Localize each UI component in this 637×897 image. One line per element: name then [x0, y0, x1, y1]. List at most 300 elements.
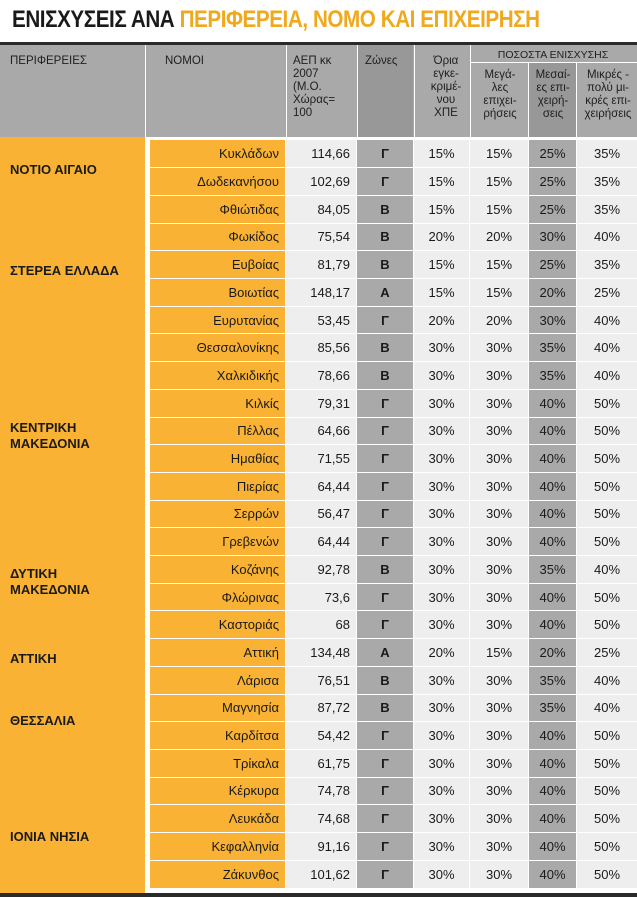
cell-zone: Γ: [357, 306, 413, 334]
cell-zone: Γ: [357, 722, 413, 750]
cell-zone: Β: [357, 666, 413, 694]
region-label-line: ΙΟΝΙΑ ΝΗΣΙΑ: [10, 829, 90, 844]
row-divider: [145, 583, 637, 584]
cell-zone: Α: [357, 639, 413, 667]
cell-aep: 64,44: [286, 528, 356, 556]
cell-meg: 30%: [470, 445, 528, 473]
region-label: [10, 713, 75, 729]
cell-nomos: Σερρών: [150, 500, 285, 528]
cell-aep: 61,75: [286, 749, 356, 777]
cell-mik: 50%: [577, 722, 637, 750]
cell-mes: 35%: [529, 362, 576, 390]
cell-meg: 20%: [470, 306, 528, 334]
cell-meg: 30%: [470, 362, 528, 390]
cell-xpe: 30%: [414, 556, 469, 584]
cell-mik: 50%: [577, 445, 637, 473]
cell-aep: 75,54: [286, 223, 356, 251]
table-row: [145, 666, 637, 694]
cell-mes: 35%: [529, 666, 576, 694]
row-divider: [145, 333, 637, 334]
table-row: [145, 306, 637, 334]
cell-nomos: Ημαθίας: [150, 445, 285, 473]
row-divider: [145, 306, 637, 307]
cell-zone: Γ: [357, 417, 413, 445]
table-row: [145, 500, 637, 528]
header-megales: [476, 69, 524, 121]
cell-mes: 40%: [529, 777, 576, 805]
divider: [357, 45, 358, 137]
cell-mik: 35%: [577, 251, 637, 279]
header-line: (Μ.Ο.: [293, 81, 322, 93]
cell-mes: 25%: [529, 140, 576, 168]
row-divider: [145, 444, 637, 445]
cell-mik: 40%: [577, 334, 637, 362]
cell-nomos: Λευκάδα: [150, 805, 285, 833]
cell-zone: Γ: [357, 805, 413, 833]
cell-zone: Α: [357, 279, 413, 307]
cell-nomos: Βοιωτίας: [150, 279, 285, 307]
header-line: κριμέ-: [430, 81, 462, 93]
cell-nomos: Θεσσαλονίκης: [150, 334, 285, 362]
cell-mes: 40%: [529, 805, 576, 833]
cell-nomos: Πέλλας: [150, 417, 285, 445]
table-row: [145, 639, 637, 667]
title-bar: [0, 0, 637, 42]
cell-mik: 35%: [577, 168, 637, 196]
cell-zone: Β: [357, 556, 413, 584]
cell-mik: 50%: [577, 611, 637, 639]
divider: [576, 62, 577, 137]
cell-aep: 74,78: [286, 777, 356, 805]
cell-zone: Γ: [357, 749, 413, 777]
cell-aep: 81,79: [286, 251, 356, 279]
cell-xpe: 20%: [414, 639, 469, 667]
cell-meg: 30%: [470, 749, 528, 777]
cell-zone: Γ: [357, 777, 413, 805]
cell-zone: Γ: [357, 472, 413, 500]
cell-nomos: Κεφαλληνία: [150, 833, 285, 861]
page-title: [12, 6, 540, 34]
cell-zone: Β: [357, 223, 413, 251]
divider: [470, 45, 471, 137]
cell-xpe: 30%: [414, 777, 469, 805]
cell-mik: 50%: [577, 417, 637, 445]
header-line: ες επι-: [536, 82, 570, 94]
cell-meg: 30%: [470, 389, 528, 417]
cell-meg: 30%: [470, 334, 528, 362]
title-part-2: ΠΕΡΙΦΕΡΕΙΑ, ΝΟΜΟ ΚΑΙ ΕΠΙΧΕΙΡΗΣΗ: [179, 6, 540, 33]
header-mikres: [579, 69, 637, 121]
cell-zone: Γ: [357, 611, 413, 639]
cell-zone: Β: [357, 334, 413, 362]
cell-zone: Γ: [357, 168, 413, 196]
cell-aep: 73,6: [286, 583, 356, 611]
table-row: [145, 749, 637, 777]
cell-zone: Γ: [357, 500, 413, 528]
table-row: [145, 833, 637, 861]
cell-aep: 87,72: [286, 694, 356, 722]
cell-xpe: 30%: [414, 445, 469, 473]
region-label: [10, 263, 119, 279]
cell-nomos: Φθιώτιδας: [150, 195, 285, 223]
row-divider: [145, 804, 637, 805]
row-divider: [145, 694, 637, 695]
region-label: [10, 162, 97, 178]
header-line: κρές επι-: [585, 95, 631, 107]
cell-nomos: Φωκίδος: [150, 223, 285, 251]
cell-xpe: 15%: [414, 279, 469, 307]
header-line: πολύ μι-: [587, 82, 629, 94]
cell-xpe: 15%: [414, 251, 469, 279]
cell-mes: 40%: [529, 417, 576, 445]
cell-aep: 101,62: [286, 860, 356, 888]
cell-meg: 30%: [470, 472, 528, 500]
table-row: [145, 168, 637, 196]
cell-mes: 40%: [529, 389, 576, 417]
row-divider: [145, 638, 637, 639]
divider: [145, 45, 146, 137]
cell-mik: 40%: [577, 362, 637, 390]
row-divider: [145, 777, 637, 778]
divider: [528, 62, 529, 137]
cell-xpe: 30%: [414, 722, 469, 750]
header-line: επιχει-: [483, 95, 517, 107]
cell-nomos: Δωδεκανήσου: [150, 168, 285, 196]
cell-nomos: Κιλκίς: [150, 389, 285, 417]
divider: [470, 62, 637, 63]
row-divider: [145, 223, 637, 224]
row-divider: [145, 361, 637, 362]
cell-xpe: 15%: [414, 168, 469, 196]
table-row: [145, 140, 637, 168]
row-divider: [145, 527, 637, 528]
cell-aep: 79,31: [286, 389, 356, 417]
cell-xpe: 30%: [414, 805, 469, 833]
cell-aep: 68: [286, 611, 356, 639]
bottom-rule: [0, 893, 637, 897]
region-label-line: ΔΥΤΙΚΗ: [10, 566, 58, 581]
cell-mik: 50%: [577, 389, 637, 417]
row-divider: [145, 500, 637, 501]
header-line: ρήσεις: [483, 108, 517, 120]
cell-nomos: Τρίκαλα: [150, 749, 285, 777]
table-row: [145, 777, 637, 805]
cell-mes: 40%: [529, 722, 576, 750]
cell-aep: 84,05: [286, 195, 356, 223]
cell-xpe: 30%: [414, 833, 469, 861]
header-line: χειρήσεις: [584, 108, 632, 120]
region-label: [10, 420, 90, 452]
cell-meg: 20%: [470, 223, 528, 251]
cell-mik: 25%: [577, 279, 637, 307]
header-perifereies: ΠΕΡΙΦΕΡΕΙΕΣ: [10, 55, 88, 67]
cell-nomos: Κυκλάδων: [150, 140, 285, 168]
table-row: [145, 362, 637, 390]
header-line: λες: [491, 82, 509, 94]
cell-mik: 35%: [577, 195, 637, 223]
region-column: [0, 137, 145, 893]
cell-zone: Β: [357, 251, 413, 279]
cell-meg: 15%: [470, 251, 528, 279]
table-row: [145, 805, 637, 833]
row-divider: [145, 472, 637, 473]
cell-aep: 91,16: [286, 833, 356, 861]
row-divider: [145, 555, 637, 556]
cell-aep: 78,66: [286, 362, 356, 390]
cell-mes: 25%: [529, 195, 576, 223]
cell-zone: Β: [357, 362, 413, 390]
header-line: σεις: [542, 108, 564, 120]
cell-mik: 40%: [577, 666, 637, 694]
cell-nomos: Γρεβενών: [150, 528, 285, 556]
cell-xpe: 30%: [414, 749, 469, 777]
table-row: [145, 472, 637, 500]
cell-xpe: 30%: [414, 860, 469, 888]
header-aep: [293, 55, 335, 120]
cell-xpe: 30%: [414, 334, 469, 362]
region-label: [10, 566, 90, 598]
header-line: νου: [436, 94, 456, 106]
table-row: [145, 528, 637, 556]
cell-meg: 30%: [470, 694, 528, 722]
header-nomoi: ΝΟΜΟΙ: [165, 55, 204, 67]
table-row: [145, 556, 637, 584]
header-line: χειρή-: [537, 95, 569, 107]
row-divider: [145, 860, 637, 861]
region-label-line: ΑΤΤΙΚΗ: [10, 651, 57, 666]
cell-aep: 102,69: [286, 168, 356, 196]
cell-aep: 134,48: [286, 639, 356, 667]
cell-mes: 30%: [529, 223, 576, 251]
cell-mes: 40%: [529, 833, 576, 861]
cell-nomos: Καρδίτσα: [150, 722, 285, 750]
cell-xpe: 20%: [414, 223, 469, 251]
cell-aep: 54,42: [286, 722, 356, 750]
header-oria: [426, 55, 466, 120]
row-divider: [145, 610, 637, 611]
divider: [414, 45, 415, 137]
cell-mes: 25%: [529, 251, 576, 279]
cell-aep: 64,66: [286, 417, 356, 445]
cell-mes: 40%: [529, 445, 576, 473]
row-divider: [145, 278, 637, 279]
cell-xpe: 30%: [414, 611, 469, 639]
cell-meg: 30%: [470, 500, 528, 528]
cell-mik: 40%: [577, 223, 637, 251]
region-label: [10, 651, 57, 667]
cell-mik: 50%: [577, 472, 637, 500]
cell-mes: 25%: [529, 168, 576, 196]
table-row: [145, 722, 637, 750]
cell-meg: 30%: [470, 583, 528, 611]
cell-xpe: 30%: [414, 389, 469, 417]
table-row: [145, 223, 637, 251]
table-row: [145, 279, 637, 307]
table-row: [145, 860, 637, 888]
cell-aep: 64,44: [286, 472, 356, 500]
row-divider: [145, 167, 637, 168]
cell-nomos: Καστοριάς: [150, 611, 285, 639]
cell-nomos: Λάρισα: [150, 666, 285, 694]
row-divider: [145, 749, 637, 750]
cell-xpe: 30%: [414, 417, 469, 445]
header-line: Μικρές -: [586, 69, 630, 81]
cell-meg: 30%: [470, 833, 528, 861]
region-label-line: ΜΑΚΕΔΟΝΙΑ: [10, 436, 90, 451]
cell-mik: 50%: [577, 777, 637, 805]
cell-aep: 53,45: [286, 306, 356, 334]
cell-nomos: Ευρυτανίας: [150, 306, 285, 334]
header-mesaies: [530, 69, 576, 121]
cell-meg: 15%: [470, 279, 528, 307]
cell-aep: 74,68: [286, 805, 356, 833]
cell-meg: 30%: [470, 860, 528, 888]
header-line: ΑΕΠ κκ: [293, 55, 332, 67]
cell-nomos: Μαγνησία: [150, 694, 285, 722]
cell-mik: 50%: [577, 749, 637, 777]
cell-zone: Β: [357, 195, 413, 223]
cell-nomos: Κοζάνης: [150, 556, 285, 584]
cell-meg: 30%: [470, 556, 528, 584]
cell-xpe: 20%: [414, 306, 469, 334]
table-row: [145, 583, 637, 611]
table-row: [145, 694, 637, 722]
cell-xpe: 15%: [414, 140, 469, 168]
cell-meg: 15%: [470, 140, 528, 168]
cell-mes: 20%: [529, 279, 576, 307]
cell-zone: Γ: [357, 528, 413, 556]
cell-xpe: 30%: [414, 528, 469, 556]
cell-meg: 30%: [470, 805, 528, 833]
row-divider: [145, 250, 637, 251]
cell-mik: 50%: [577, 583, 637, 611]
header-line: Μεγά-: [484, 69, 516, 81]
cell-mes: 40%: [529, 528, 576, 556]
table-row: [145, 195, 637, 223]
cell-aep: 92,78: [286, 556, 356, 584]
region-label: [10, 829, 89, 845]
cell-zone: Γ: [357, 140, 413, 168]
cell-mik: 40%: [577, 306, 637, 334]
cell-mik: 35%: [577, 140, 637, 168]
cell-mik: 25%: [577, 639, 637, 667]
header-line: ΧΠΕ: [434, 107, 458, 119]
cell-mes: 40%: [529, 583, 576, 611]
row-divider: [145, 195, 637, 196]
cell-meg: 30%: [470, 722, 528, 750]
cell-xpe: 30%: [414, 583, 469, 611]
region-label-line: ΘΕΣΣΑΛΙΑ: [10, 713, 76, 728]
table-row: [145, 389, 637, 417]
cell-meg: 30%: [470, 528, 528, 556]
cell-xpe: 30%: [414, 694, 469, 722]
table-row: [145, 251, 637, 279]
table-row: [145, 417, 637, 445]
cell-nomos: Κέρκυρα: [150, 777, 285, 805]
cell-mik: 50%: [577, 860, 637, 888]
header-line: εγκε-: [433, 68, 459, 80]
region-label-line: ΚΕΝΤΡΙΚΗ: [10, 420, 77, 435]
cell-xpe: 30%: [414, 362, 469, 390]
table-row: [145, 334, 637, 362]
cell-mes: 40%: [529, 860, 576, 888]
cell-xpe: 30%: [414, 666, 469, 694]
cell-mik: 50%: [577, 833, 637, 861]
cell-mik: 50%: [577, 500, 637, 528]
cell-aep: 56,47: [286, 500, 356, 528]
row-divider: [145, 721, 637, 722]
cell-mes: 40%: [529, 749, 576, 777]
cell-mes: 30%: [529, 306, 576, 334]
cell-zone: Γ: [357, 833, 413, 861]
cell-aep: 148,17: [286, 279, 356, 307]
cell-zone: Γ: [357, 860, 413, 888]
cell-zone: Γ: [357, 445, 413, 473]
cell-nomos: Χαλκιδικής: [150, 362, 285, 390]
cell-meg: 15%: [470, 168, 528, 196]
header-line: Χώρας=: [293, 94, 336, 106]
region-label-line: ΣΤΕΡΕΑ ΕΛΛΑΔΑ: [10, 263, 119, 278]
cell-mes: 40%: [529, 472, 576, 500]
cell-meg: 15%: [470, 639, 528, 667]
table-row: [145, 445, 637, 473]
table-row: [145, 611, 637, 639]
cell-nomos: Πιερίας: [150, 472, 285, 500]
cell-zone: Γ: [357, 583, 413, 611]
cell-zone: Β: [357, 694, 413, 722]
cell-mik: 40%: [577, 694, 637, 722]
header-pososta: ΠΟΣΟΣΤΑ ΕΝΙΣΧΥΣΗΣ: [497, 49, 609, 61]
cell-xpe: 15%: [414, 195, 469, 223]
cell-mes: 40%: [529, 500, 576, 528]
cell-nomos: Αττική: [150, 639, 285, 667]
cell-nomos: Φλώρινας: [150, 583, 285, 611]
cell-nomos: Ευβοίας: [150, 251, 285, 279]
cell-meg: 30%: [470, 777, 528, 805]
cell-mes: 40%: [529, 611, 576, 639]
cell-mik: 50%: [577, 528, 637, 556]
cell-meg: 30%: [470, 611, 528, 639]
header-line: Μεσαί-: [535, 69, 571, 81]
cell-meg: 30%: [470, 666, 528, 694]
header-line: 2007: [293, 68, 319, 80]
cell-xpe: 30%: [414, 500, 469, 528]
header-line: Όρια: [433, 55, 459, 67]
region-label-line: ΝΟΤΙΟ ΑΙΓΑΙΟ: [10, 162, 97, 177]
cell-aep: 76,51: [286, 666, 356, 694]
cell-mes: 20%: [529, 639, 576, 667]
header-line: 100: [293, 107, 313, 119]
divider: [286, 45, 287, 137]
cell-nomos: Ζάκυνθος: [150, 860, 285, 888]
cell-aep: 71,55: [286, 445, 356, 473]
cell-aep: 114,66: [286, 140, 356, 168]
cell-mik: 50%: [577, 805, 637, 833]
row-divider: [145, 666, 637, 667]
title-part-1: ΕΝΙΣΧΥΣΕΙΣ ΑΝΑ: [12, 6, 175, 33]
row-divider: [145, 417, 637, 418]
cell-mes: 35%: [529, 334, 576, 362]
cell-meg: 30%: [470, 417, 528, 445]
row-divider: [145, 389, 637, 390]
cell-xpe: 30%: [414, 472, 469, 500]
header-zones: Ζώνες: [365, 55, 398, 67]
cell-meg: 15%: [470, 195, 528, 223]
cell-mes: 35%: [529, 694, 576, 722]
cell-mes: 35%: [529, 556, 576, 584]
cell-aep: 85,56: [286, 334, 356, 362]
row-divider: [145, 832, 637, 833]
